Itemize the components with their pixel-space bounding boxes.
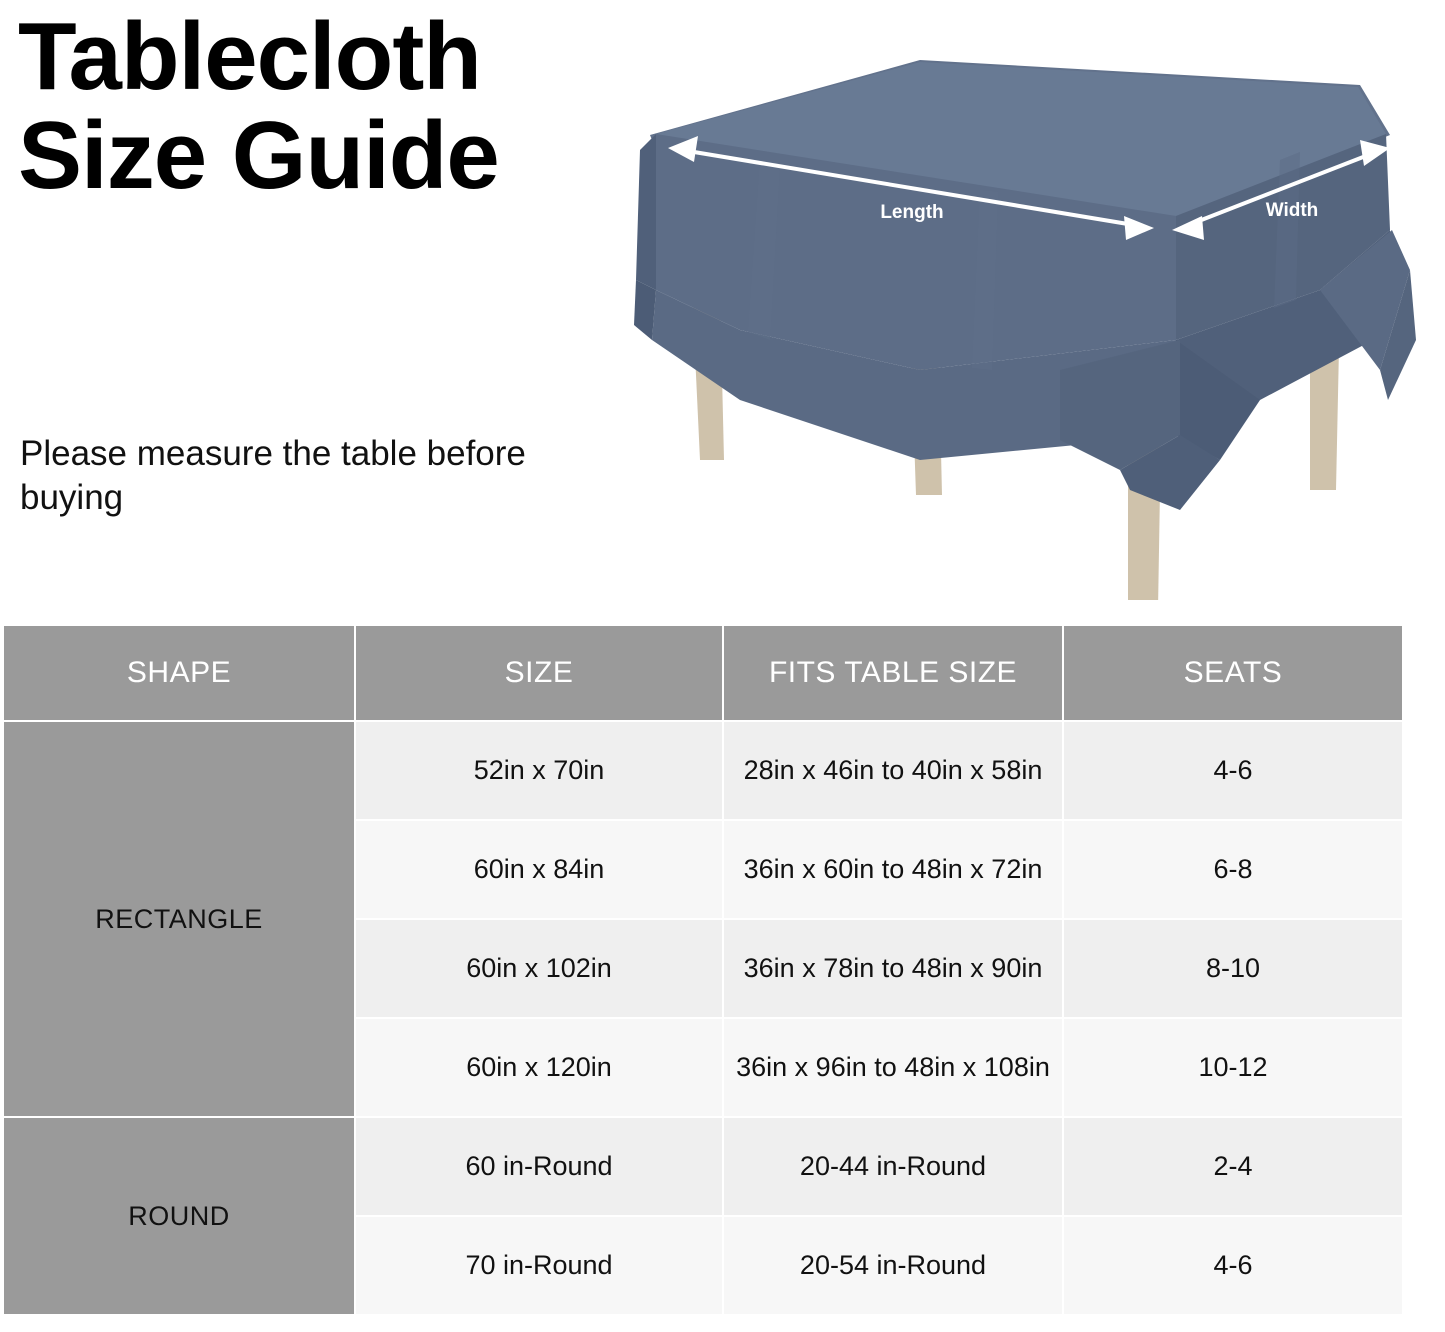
cell-size: 52in x 70in	[355, 721, 723, 820]
column-header-size: SIZE	[355, 625, 723, 721]
cell-size: 60in x 120in	[355, 1018, 723, 1117]
table-row	[3, 1117, 1403, 1216]
cell-size: 60in x 102in	[355, 919, 723, 1018]
cell-seats: 2-4	[1063, 1117, 1403, 1216]
column-header-fits: FITS TABLE SIZE	[723, 625, 1063, 721]
cell-size: 60in x 84in	[355, 820, 723, 919]
cell-seats: 4-6	[1063, 1216, 1403, 1315]
cell-seats: 4-6	[1063, 721, 1403, 820]
length-label: Length	[880, 202, 944, 223]
table-illustration	[620, 40, 1430, 600]
table-row	[3, 721, 1403, 820]
cell-fits: 20-54 in-Round	[723, 1216, 1063, 1315]
cell-fits: 36in x 96in to 48in x 108in	[723, 1018, 1063, 1117]
shape-label-round: ROUND	[3, 1117, 355, 1315]
cell-size: 60 in-Round	[355, 1117, 723, 1216]
page-title: Tablecloth Size Guide	[18, 3, 499, 209]
cell-fits: 20-44 in-Round	[723, 1117, 1063, 1216]
cell-size: 70 in-Round	[355, 1216, 723, 1315]
cell-seats: 10-12	[1063, 1018, 1403, 1117]
column-header-seats: SEATS	[1063, 625, 1403, 721]
width-label: Width	[1265, 200, 1319, 221]
cell-fits: 28in x 46in to 40in x 58in	[723, 721, 1063, 820]
cell-seats: 8-10	[1063, 919, 1403, 1018]
table-header-row	[3, 625, 1403, 721]
cell-fits: 36in x 78in to 48in x 90in	[723, 919, 1063, 1018]
header	[0, 0, 1445, 600]
page-subtitle: Please measure the table before buying	[20, 434, 526, 517]
column-header-shape: SHAPE	[3, 625, 355, 721]
cell-fits: 36in x 60in to 48in x 72in	[723, 820, 1063, 919]
size-guide-table	[2, 624, 1404, 1316]
tablecloth	[634, 60, 1416, 510]
cell-seats: 6-8	[1063, 820, 1403, 919]
shape-label-rectangle: RECTANGLE	[3, 721, 355, 1117]
